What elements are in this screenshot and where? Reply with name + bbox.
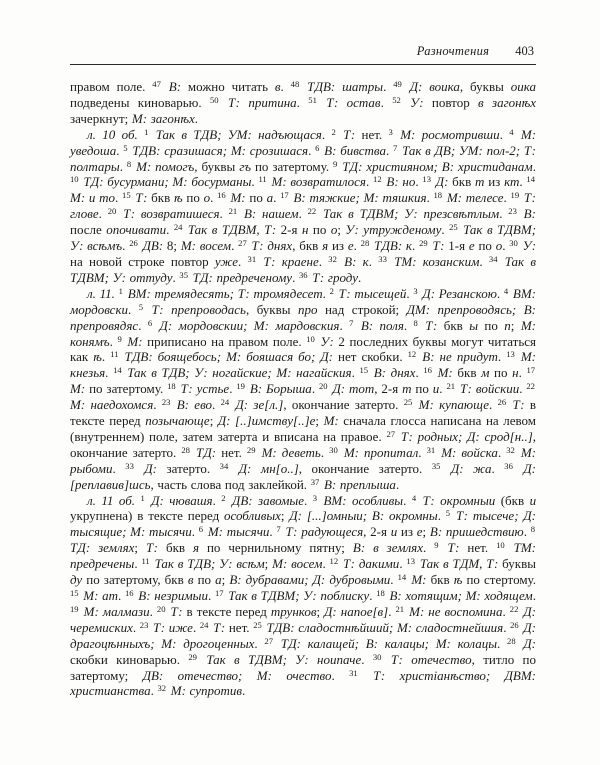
- note-number: 27: [386, 428, 396, 439]
- italic-run: В: преплыша: [323, 476, 396, 492]
- italic-run: М: и то: [70, 190, 116, 206]
- italic-run: Так в ТДВ; УМ: надъющася: [155, 126, 322, 142]
- italic-run: Д: [...]омныи; В: окромны: [289, 508, 438, 524]
- italic-run: Т: притина: [227, 94, 297, 110]
- note-number: 32: [506, 444, 515, 455]
- note-number: 30: [509, 238, 518, 249]
- note-number: 47: [152, 79, 161, 89]
- note-number: 27: [238, 238, 247, 249]
- note-number: 31: [247, 253, 257, 264]
- italic-run: про: [297, 301, 318, 317]
- italic-run: М: восем: [272, 556, 323, 572]
- italic-run: Т: возвратишеся: [123, 206, 220, 222]
- italic-run: ВМ: тремядесять; Т: тромядесет: [127, 285, 323, 301]
- note-number: 8: [413, 317, 418, 328]
- italic-run: В: к: [344, 253, 369, 269]
- italic-run: Д: зе[л.]: [235, 397, 284, 413]
- italic-run: Т: препроводась: [151, 301, 246, 317]
- note-number: 30: [372, 651, 382, 662]
- note-number: 8: [126, 158, 132, 169]
- italic-run: особливых: [224, 508, 281, 524]
- note-number: 18: [376, 588, 385, 598]
- italic-run: Д:: [144, 460, 157, 476]
- italic-run: Так в ТДВМ; У: поблиску: [228, 588, 370, 603]
- italic-run: В: незримыи: [138, 588, 208, 603]
- note-number: 37: [310, 476, 320, 487]
- italic-run: ВМ: особливы: [323, 492, 404, 508]
- italic-run: Так в ТДВМ; У: оттуду: [70, 253, 537, 285]
- italic-run: М: малмази: [83, 603, 150, 619]
- italic-run: М: наедохомся: [70, 397, 154, 413]
- italic-run: Т: отечество: [390, 651, 472, 667]
- italic-run: позычающе: [145, 413, 210, 429]
- italic-run: М:: [437, 365, 453, 381]
- italic-run: л. 11 об.: [87, 492, 135, 508]
- note-number: 33: [125, 460, 134, 471]
- italic-run: е: [347, 238, 354, 254]
- note-number: 10: [496, 540, 505, 551]
- italic-run: и: [432, 381, 440, 397]
- italic-run: ДМ: препроводясь; В: препровядяс: [70, 301, 537, 333]
- italic-run: М: конямъ: [70, 317, 536, 349]
- italic-run: Т:: [512, 397, 525, 413]
- italic-run: Т: дакими: [342, 556, 400, 572]
- italic-run: п: [504, 317, 511, 333]
- italic-run: Т:: [447, 540, 460, 556]
- italic-run: Т: христіанѣство; ДВМ: христианства: [70, 667, 536, 699]
- italic-run: Так в ТДВМ; У: презсвѣтлым: [323, 206, 500, 222]
- note-number: 3: [388, 126, 393, 137]
- note-number: 4: [503, 285, 509, 296]
- italic-run: ТД: бусурмани; М: босурманы: [83, 174, 252, 190]
- note-number: 11: [141, 556, 150, 567]
- note-number: 3: [413, 285, 418, 296]
- italic-run: В: поля: [360, 317, 404, 333]
- apparatus-paragraph: л. 11 об. $^1$ Д: чювашя. $^2$ ДВ: завомые. $^3$ ВМ: особливы. $^4$ Т: окромныи (бкв и укрупнена) в тексте перед особливых; Д: [...]омныи; В: окромны. $^5$ Т: тысече; Д: тысящие; М: тысячи. $^6$ М: тысячи. $^7$ Т: радующеся, 2-я и из е; В: пришедствию. $^8$ ТД: землях; Т: бкв я по чернильному пятну; В: в землях. $^9$ Т: нет. $^{10}$ ТМ: предречены. $^{11}$ Так в ТДВ; У: всѣм; М: восем. $^{12}$ Т: дакими. $^{13}$ Так в ТДМ, Т: буквы ду по затертому, бкв в по а; В: дубравами; Д: дубровыми. $^{14}$ М: бкв ѣ по стертому. $^{15}$ М: ат. $^{16}$ В: незримыи. $^{17}$ Так в ТДВМ; У: поблиску. $^{18}$ В: хотящим; М: ходящем. $^{19}$ М: малмази. $^{20}$ Т: в тексте перед трунков; Д: напое[в]. $^{21}$ М: не воспомина. $^{22}$ Д: черемиских. $^{23}$ Т: иже. $^{24}$ Т: нет. $^{25}$ ТДВ: сладостнѣйший; М: сладостнейшия. $^{26}$ Д: драгоцѣнныхъ; М: дрогоценных. $^{27}$ ТД: калащей; В: калацы; М: колацы. $^{28}$ Д: скобки киноварью. $^{29}$ Так в ТДВМ; У: ноипаче. $^{30}$ Т: отечество, титло по затертому; ДВ: отечество; М: очество. $^{31}$ Т: христіанѣство; ДВМ: христианства. $^{32}$ М: супротив.: [70, 492, 537, 699]
- italic-run: М: тысячи: [207, 524, 270, 540]
- note-number: 21: [395, 603, 405, 614]
- note-number: 27: [264, 635, 274, 646]
- note-number: 24: [173, 222, 183, 233]
- note-number: 22: [307, 206, 317, 217]
- italic-run: ТДВ: сразишася; М: срозишася: [132, 142, 309, 158]
- italic-run: М: помогъ: [136, 158, 195, 174]
- note-number: 19: [236, 381, 245, 392]
- note-number: 49: [393, 79, 402, 89]
- italic-run: ы: [469, 317, 478, 333]
- italic-run: я: [322, 238, 329, 254]
- italic-run: М:: [70, 381, 86, 397]
- apparatus-paragraph: правом поле. $^{47}$ В: можно читать в. $^{48}$ ТДВ: шатры. $^{49}$ Д: воика, буквы оика подведены киноварью. $^{50}$ Т: притина. $^{51}$ Т: остав. $^{52}$ У: повтор в загонѣх зачеркнут; М: загонѣх.: [70, 79, 537, 126]
- italic-run: оика: [510, 79, 536, 94]
- note-number: 33: [378, 253, 387, 264]
- note-number: 22: [509, 603, 519, 614]
- note-number: 52: [392, 94, 401, 105]
- italic-run: ДВ: завомые: [232, 492, 304, 508]
- note-number: 2: [331, 126, 336, 137]
- note-number: 7: [392, 142, 398, 153]
- italic-run: М:: [127, 333, 143, 349]
- italic-run: Д: чювашя: [151, 492, 213, 508]
- italic-run: уже: [214, 253, 239, 269]
- note-number: 34: [488, 253, 498, 264]
- italic-run: ТДВ: боящебось; М: бояшася бо; Д:: [124, 349, 334, 365]
- italic-run: в загонѣх: [478, 94, 537, 110]
- italic-run: М: не воспомина: [409, 603, 503, 619]
- italic-run: У: утружденому: [345, 222, 442, 238]
- italic-run: е: [416, 524, 423, 540]
- note-number: 16: [125, 588, 134, 598]
- italic-run: Д: драгоцѣнныхъ; М: дрогоценных: [70, 619, 536, 651]
- note-number: 20: [107, 206, 117, 217]
- italic-run: опочивати: [106, 222, 167, 238]
- note-number: 15: [359, 365, 369, 376]
- italic-run: Т: глове: [70, 190, 536, 222]
- italic-run: а: [215, 572, 222, 588]
- note-number: 26: [129, 238, 138, 249]
- italic-run: Д: Резанскою: [422, 285, 497, 301]
- note-number: 34: [219, 460, 229, 471]
- italic-run: я: [192, 540, 200, 556]
- italic-run: Т:: [170, 603, 183, 619]
- italic-run: о: [330, 222, 338, 238]
- note-number: 22: [526, 381, 535, 392]
- note-number: 23: [139, 619, 149, 630]
- note-number: 36: [504, 460, 513, 471]
- italic-run: Д: черемиских: [70, 603, 536, 635]
- italic-run: В: ево: [176, 397, 213, 413]
- italic-run: Т: тысече; Д: тысящие; М: тысячи: [70, 508, 536, 540]
- italic-run: Д: мордовскии; М: мардовския: [159, 317, 340, 333]
- italic-run: ТД: калащей; В: калацы; М: колацы: [280, 635, 498, 651]
- note-number: 5: [138, 301, 144, 312]
- note-number: 9: [333, 158, 338, 169]
- italic-run: М:: [323, 413, 339, 429]
- italic-run: Т: родных; Д: срод[н..]: [400, 428, 533, 444]
- italic-run: М:: [411, 572, 427, 588]
- italic-run: У:: [410, 94, 424, 110]
- italic-run: ТД: предреченому: [192, 269, 293, 285]
- note-number: 16: [423, 365, 432, 376]
- italic-run: М: войска: [441, 444, 498, 460]
- italic-run: ТД: землях: [70, 540, 135, 556]
- note-number: 6: [198, 524, 204, 535]
- italic-run: В:: [168, 79, 182, 94]
- italic-run: Т: остав: [326, 94, 381, 110]
- italic-run: М: возвратилося: [271, 174, 366, 190]
- italic-run: в: [274, 79, 281, 94]
- note-number: 25: [449, 222, 458, 233]
- italic-run: Т:: [425, 317, 438, 333]
- italic-run: Т: окромныи: [422, 492, 496, 508]
- italic-run: н: [301, 222, 309, 238]
- italic-run: М: пропитал: [343, 444, 419, 460]
- note-number: 48: [290, 79, 300, 89]
- note-number: 12: [373, 174, 382, 185]
- italic-run: Так в ТДВМ; У: всѣмъ: [70, 222, 537, 254]
- italic-run: У:: [522, 238, 537, 254]
- italic-run: о: [495, 238, 503, 254]
- note-number: 30: [329, 444, 338, 455]
- note-number: 24: [199, 619, 209, 630]
- italic-run: М: кнезья: [70, 349, 536, 381]
- italic-run: кт: [504, 174, 520, 190]
- italic-run: Д: тот: [332, 381, 375, 397]
- italic-run: Д: [реплавив]шсь: [70, 460, 536, 492]
- italic-run: Т:: [145, 540, 159, 556]
- italic-run: т: [475, 174, 485, 190]
- note-number: 6: [315, 142, 320, 153]
- note-number: 12: [407, 349, 417, 360]
- note-number: 19: [70, 603, 79, 614]
- note-number: 3: [312, 492, 317, 503]
- italic-run: Д:: [523, 635, 536, 651]
- note-number: 29: [188, 651, 197, 662]
- italic-run: М: рыбоми: [70, 444, 537, 476]
- italic-run: Т: войскии: [459, 381, 520, 397]
- italic-run: Так в ТДМ, Т:: [419, 556, 499, 572]
- italic-run: Д: [..]имству[..]е: [217, 413, 316, 429]
- italic-run: Т:: [343, 126, 356, 142]
- note-number: 6: [147, 317, 153, 328]
- note-number: 15: [70, 588, 79, 598]
- note-number: 19: [510, 190, 520, 201]
- italic-run: л. 11.: [87, 285, 115, 301]
- note-number: 23: [161, 397, 171, 408]
- italic-run: ѣ: [453, 572, 463, 588]
- italic-run: Т: устье: [180, 381, 230, 397]
- italic-run: ТД: християном; В: христиданам: [342, 158, 533, 174]
- italic-run: Т: тысещей: [338, 285, 407, 301]
- note-number: 24: [220, 397, 230, 408]
- italic-run: Так в ДВ; УМ: пол-2; Т: полтары: [70, 142, 536, 174]
- note-number: 21: [446, 381, 456, 392]
- italic-run: ТМ: предречены: [70, 540, 536, 572]
- italic-run: л. 10 об.: [87, 126, 138, 142]
- italic-run: Так в ТДВМ, Т:: [187, 222, 277, 238]
- note-number: 32: [157, 683, 167, 694]
- italic-run: о: [203, 190, 211, 206]
- note-number: 51: [308, 94, 317, 105]
- italic-run: ду: [70, 572, 83, 588]
- italic-run: в: [187, 572, 194, 588]
- italic-run: Так в ТДВ; У: ногайские; М: нагайския: [127, 365, 352, 381]
- note-number: 28: [507, 635, 516, 646]
- italic-run: М: деветь: [261, 444, 321, 460]
- italic-run: В: не придут: [422, 349, 498, 365]
- italic-run: В: в землях: [352, 540, 423, 556]
- italic-run: Д: жа: [450, 460, 492, 476]
- italic-run: н: [512, 365, 519, 381]
- italic-run: В: дубравами; Д: дубровыми: [229, 572, 391, 588]
- italic-run: Т: гроду: [312, 269, 358, 285]
- note-number: 14: [397, 572, 407, 583]
- italic-run: В:: [523, 206, 536, 222]
- italic-run: ѣ: [174, 190, 183, 206]
- note-number: 1: [144, 126, 149, 137]
- note-number: 15: [122, 190, 131, 201]
- italic-run: М: купающе: [418, 397, 490, 413]
- italic-run: ТД:: [195, 444, 217, 460]
- italic-run: У:: [320, 333, 334, 349]
- note-number: 50: [209, 94, 219, 105]
- note-number: 10: [70, 174, 79, 185]
- italic-run: В: но: [386, 174, 416, 190]
- note-number: 1: [118, 285, 123, 296]
- italic-run: Так в ТДВМ; У: ноипаче: [206, 651, 362, 667]
- italic-run: Т: иже: [153, 619, 193, 635]
- note-number: 36: [298, 269, 308, 280]
- note-number: 10: [306, 333, 315, 344]
- italic-run: Т: днях: [251, 238, 293, 254]
- note-number: 7: [276, 524, 281, 535]
- apparatus-text: [70, 79, 536, 699]
- note-number: 31: [426, 444, 436, 455]
- note-number: 7: [349, 317, 354, 328]
- italic-run: В: тяжкие; М: тяшкия: [293, 190, 427, 206]
- note-number: 25: [403, 397, 413, 408]
- note-number: 13: [406, 556, 415, 567]
- italic-run: М: супротив: [170, 683, 243, 699]
- italic-run: Д: воика: [409, 79, 460, 94]
- italic-run: и: [390, 524, 398, 540]
- italic-run: ТДВ: шатры: [307, 79, 384, 94]
- note-number: 25: [253, 619, 262, 630]
- note-number: 32: [328, 253, 337, 264]
- note-number: 4: [411, 492, 417, 503]
- note-number: 2: [221, 492, 226, 503]
- italic-run: Т:: [135, 190, 148, 206]
- italic-run: В: нашем: [243, 206, 299, 222]
- italic-run: т: [402, 381, 412, 397]
- italic-run: В: пришедствию: [429, 524, 524, 540]
- note-number: 5: [445, 508, 451, 519]
- note-number: 28: [360, 238, 370, 249]
- note-number: 12: [329, 556, 339, 567]
- header-rule: [70, 64, 536, 65]
- note-number: 2: [329, 285, 334, 296]
- note-number: 9: [434, 540, 439, 551]
- italic-run: ТДВ: сладостнѣйший; М: сладостнейшия: [266, 619, 504, 635]
- italic-run: е: [468, 238, 475, 254]
- note-number: 1: [140, 492, 145, 503]
- note-number: 28: [181, 444, 190, 455]
- italic-run: и: [529, 492, 537, 508]
- note-number: 29: [419, 238, 428, 249]
- note-number: 21: [228, 206, 238, 217]
- note-number: 23: [508, 206, 517, 217]
- note-number: 14: [113, 365, 122, 376]
- italic-run: ТМ: козанским: [394, 253, 480, 269]
- italic-run: ВМ: мордовски: [70, 285, 536, 317]
- note-number: 26: [497, 397, 507, 408]
- italic-run: В: хотящим; М: ходящем: [389, 588, 533, 603]
- italic-run: В: Борыша: [249, 381, 312, 397]
- note-number: 4: [509, 126, 514, 137]
- note-number: 29: [246, 444, 256, 455]
- note-number: 17: [526, 365, 536, 376]
- italic-run: Так в ТДВ; У: всѣм: [154, 556, 265, 572]
- italic-run: м: [481, 365, 490, 381]
- italic-run: ТДВ: к: [374, 238, 413, 254]
- italic-run: Т: краене: [263, 253, 319, 269]
- italic-run: М: уведоша: [70, 126, 537, 158]
- italic-run: Д: напое[в]: [324, 603, 389, 619]
- italic-run: Т:: [432, 238, 445, 254]
- note-number: 20: [318, 381, 328, 392]
- italic-run: ДВ:: [142, 238, 164, 254]
- italic-run: В: бивства: [324, 142, 386, 158]
- running-head-title: Разночтения: [416, 44, 490, 58]
- note-number: 31: [349, 667, 358, 678]
- note-number: 13: [506, 349, 515, 360]
- running-header: [70, 44, 536, 59]
- note-number: 35: [179, 269, 188, 280]
- note-number: 18: [167, 381, 176, 392]
- italic-run: ДВ: отечество; М: очество: [142, 667, 332, 683]
- note-number: 13: [422, 174, 432, 185]
- note-number: 35: [431, 460, 441, 471]
- italic-run: В: днях: [373, 365, 416, 381]
- note-number: 26: [510, 619, 519, 630]
- italic-run: М: ат: [83, 588, 119, 603]
- note-number: 8: [530, 524, 536, 535]
- italic-run: трунков: [270, 603, 317, 619]
- note-number: 14: [526, 174, 535, 185]
- note-number: 5: [123, 142, 128, 153]
- note-number: 16: [217, 190, 226, 201]
- note-number: 17: [280, 190, 289, 201]
- note-number: 11: [110, 349, 119, 360]
- apparatus-paragraph: л. 10 об. $^1$ Так в ТДВ; УМ: надъющася. $^2$ Т: нет. $^3$ М: росмотривши. $^4$ М: уведоша. $^5$ ТДВ: сразишася; М: срозишася. $^6$ В: бивства. $^7$ Так в ДВ; УМ: пол-2; Т: полтары. $^8$ М: помогъ, буквы гъ по затертому. $^9$ ТД: християном; В: христиданам. $^{10}$ ТД: бусурмани; М: босурманы. $^{11}$ М: возвратилося. $^{12}$ В: но. $^{13}$ Д: бкв т из кт. $^{14}$ М: и то. $^{15}$ Т: бкв ѣ по о. $^{16}$ М: по а. $^{17}$ В: тяжкие; М: тяшкия. $^{18}$ М: телесе. $^{19}$ Т: глове. $^{20}$ Т: возвратишеся. $^{21}$ В: нашем. $^{22}$ Так в ТДВМ; У: презсвѣтлым. $^{23}$ В: после опочивати. $^{24}$ Так в ТДВМ, Т: 2-я н по о; У: утружденому. $^{25}$ Так в ТДВМ; У: всѣмъ. $^{26}$ ДВ: 8; М: восем. $^{27}$ Т: днях, бкв я из е. $^{28}$ ТДВ: к. $^{29}$ Т: 1-я е по о. $^{30}$ У: на новой строке повтор уже. $^{31}$ Т: краене. $^{32}$ В: к. $^{33}$ ТМ: козанским. $^{34}$ Так в ТДВМ; У: оттуду. $^{35}$ ТД: предреченому. $^{36}$ Т: гроду.: [70, 126, 537, 285]
- italic-run: М: восем: [180, 238, 232, 254]
- italic-run: Т: радующеся: [285, 524, 364, 540]
- italic-run: М: телесе: [446, 190, 504, 206]
- note-number: 20: [156, 603, 166, 614]
- italic-run: ѣ: [93, 349, 102, 365]
- note-number: 9: [117, 333, 122, 344]
- italic-run: а: [266, 190, 274, 206]
- italic-run: Т:: [213, 619, 226, 635]
- note-number: 18: [433, 190, 443, 201]
- italic-run: Д:: [435, 174, 449, 190]
- italic-run: гъ: [239, 158, 252, 174]
- note-number: 17: [214, 588, 224, 598]
- italic-run: М: загонѣх: [131, 110, 195, 126]
- page-number: 403: [515, 44, 534, 58]
- italic-run: Д: мн[о..]: [238, 460, 299, 476]
- note-number: 11: [258, 174, 267, 185]
- italic-run: М:: [230, 190, 246, 206]
- italic-run: М: росмотривши: [400, 126, 500, 142]
- apparatus-paragraph: л. 11. $^1$ ВМ: тремядесять; Т: тромядесет. $^2$ Т: тысещей. $^3$ Д: Резанскою. $^4$ ВМ: мордовски. $^5$ Т: препроводась, буквы про над строкой; ДМ: препроводясь; В: препровядяс. $^6$ Д: мордовскии; М: мардовския. $^7$ В: поля. $^8$ Т: бкв ы по п; М: конямъ. $^9$ М: приписано на правом поле. $^{10}$ У: 2 последних буквы могут читаться как ѣ. $^{11}$ ТДВ: боящебось; М: бояшася бо; Д: нет скобки. $^{12}$ В: не придут. $^{13}$ М: кнезья. $^{14}$ Так в ТДВ; У: ногайские; М: нагайския. $^{15}$ В: днях. $^{16}$ М: бкв м по н. $^{17}$ М: по затертому. $^{18}$ Т: устье. $^{19}$ В: Борыша. $^{20}$ Д: тот, 2-я т по и. $^{21}$ Т: войскии. $^{22}$ М: наедохомся. $^{23}$ В: ево. $^{24}$ Д: зе[л.], окончание затерто. $^{25}$ М: купающе. $^{26}$ Т: в тексте перед позычающе; Д: [..]имству[..]е; М: сначала глосса написана на левом (внутреннем) поле, затем затерта и вписана на правое. $^{27}$ Т: родных; Д: срод[н..], окончание затерто. $^{28}$ ТД: нет. $^{29}$ М: деветь. $^{30}$ М: пропитал. $^{31}$ М: войска. $^{32}$ М: рыбоми. $^{33}$ Д: затерто. $^{34}$ Д: мн[о..], окончание затерто. $^{35}$ Д: жа. $^{36}$ Д: [реплавив]шсь, часть слова под заклейкой. $^{37}$ В: преплыша.: [70, 285, 537, 492]
